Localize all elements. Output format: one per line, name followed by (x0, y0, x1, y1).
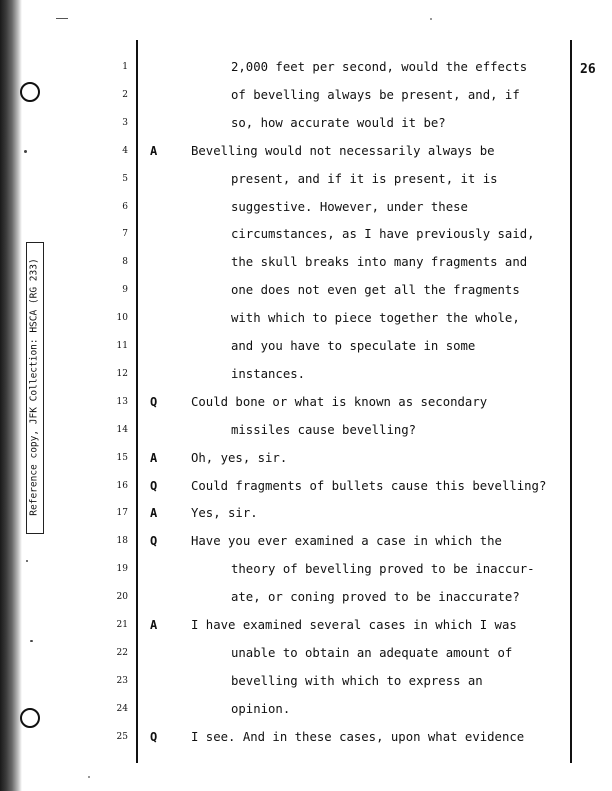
line-text: circumstances, as I have previously said, (231, 227, 535, 242)
line-number: 4 (122, 145, 128, 156)
line-number: 6 (122, 201, 128, 212)
transcript-line (0, 172, 612, 192)
transcript-line (0, 479, 612, 499)
line-text: 2,000 feet per second, would the effects (231, 60, 528, 74)
line-text: bevelling with which to express an (231, 673, 483, 688)
speaker-label: A (150, 506, 158, 521)
line-text: Bevelling would not necessarily always be (191, 143, 495, 158)
transcript-line (0, 255, 612, 275)
line-number: 1 (122, 62, 128, 72)
line-number: 3 (122, 117, 128, 128)
transcript-line (0, 144, 612, 164)
line-number: 22 (116, 647, 128, 658)
transcript-line (0, 200, 612, 220)
archive-stamp: Reference copy, JFK Collection: HSCA (RG 233) (28, 258, 40, 516)
line-text: one does not even get all the fragments (231, 283, 520, 298)
line-text: instances. (231, 366, 306, 381)
transcript-line (0, 88, 612, 108)
line-number: 18 (116, 536, 128, 547)
binding-speck (30, 640, 33, 642)
transcript-line (0, 116, 612, 136)
line-number: 13 (116, 396, 128, 407)
transcript-line (0, 590, 612, 610)
line-number: 9 (122, 285, 128, 296)
transcript-line (0, 423, 612, 443)
line-text: Could bone or what is known as secondary (191, 394, 488, 409)
transcript-line (0, 674, 612, 694)
line-number: 12 (116, 368, 128, 379)
transcript-line (0, 339, 612, 359)
transcript-line (0, 227, 612, 247)
line-text: of bevelling always be present, and, if (231, 87, 520, 102)
transcript-line (0, 730, 612, 750)
page-number: 26 (580, 62, 596, 77)
line-text: Could fragments of bullets cause this bevelling? (191, 478, 547, 493)
transcript-line (0, 534, 612, 554)
transcript-line (0, 451, 612, 471)
line-text: theory of bevelling proved to be inaccur- (231, 562, 535, 577)
line-number: 19 (116, 564, 128, 575)
transcript-line (0, 367, 612, 387)
line-number: 21 (116, 620, 128, 630)
line-text: ate, or coning proved to be inaccurate? (231, 590, 520, 605)
line-text: Oh, yes, sir. (191, 450, 288, 465)
top-mark (56, 18, 68, 19)
transcript-line (0, 562, 612, 582)
line-number: 15 (116, 452, 128, 463)
line-text: the skull breaks into many fragments and (231, 255, 528, 270)
speaker-label: A (150, 618, 158, 632)
line-number: 17 (116, 508, 128, 519)
speaker-label: Q (150, 478, 158, 493)
line-number: 11 (116, 341, 128, 351)
transcript-line (0, 311, 612, 331)
transcript-line (0, 702, 612, 722)
line-number: 8 (122, 257, 128, 268)
line-number: 5 (122, 173, 128, 184)
line-text: so, how accurate would it be? (231, 115, 446, 130)
line-text: Yes, sir. (191, 506, 258, 521)
line-number: 10 (116, 313, 128, 324)
line-text: missiles cause bevelling? (231, 422, 417, 437)
speaker-label: Q (150, 729, 158, 744)
line-text: with which to piece together the whole, (231, 311, 520, 326)
smudge (88, 776, 90, 778)
line-number: 16 (116, 480, 128, 491)
transcript-line (0, 618, 612, 638)
line-text: present, and if it is present, it is (231, 171, 498, 186)
line-number: 25 (116, 731, 128, 742)
line-number: 14 (116, 424, 128, 435)
transcript-line (0, 60, 612, 80)
line-number: 24 (116, 703, 128, 714)
line-text: suggestive. However, under these (231, 199, 468, 214)
line-text: Have you ever examined a case in which the (191, 534, 502, 549)
line-number: 20 (116, 592, 128, 603)
line-number: 2 (122, 89, 128, 100)
speaker-label: Q (150, 534, 158, 549)
transcript-line (0, 395, 612, 415)
line-text: opinion. (231, 701, 291, 716)
transcript-line (0, 283, 612, 303)
smudge (430, 18, 432, 20)
line-text: unable to obtain an adequate amount of (231, 645, 513, 660)
line-number: 23 (116, 675, 128, 686)
transcript-line (0, 506, 612, 526)
speaker-label: Q (150, 394, 158, 409)
line-number: 7 (122, 229, 128, 240)
line-text: and you have to speculate in some (231, 339, 476, 353)
speaker-label: A (150, 450, 158, 465)
line-text: I see. And in these cases, upon what evidence (191, 729, 525, 744)
transcript-line (0, 646, 612, 666)
line-text: I have examined several cases in which I was (191, 618, 517, 632)
speaker-label: A (150, 143, 158, 158)
